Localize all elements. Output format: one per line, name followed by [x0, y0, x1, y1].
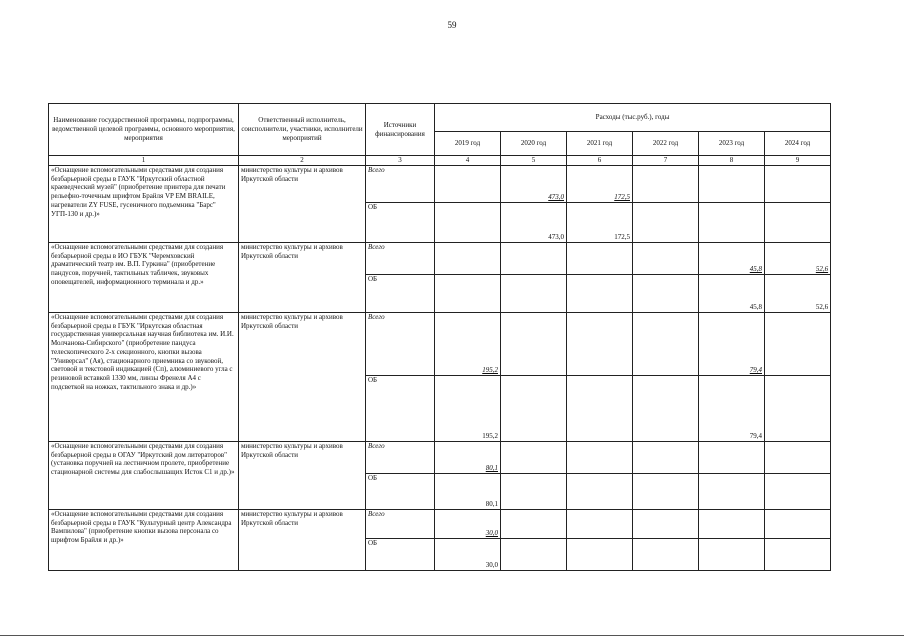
table-body: [49, 165, 831, 570]
source-ob-label: ОБ: [366, 202, 435, 242]
ob-value: [501, 473, 567, 509]
source-ob-label: ОБ: [366, 473, 435, 509]
column-number: 8: [699, 156, 765, 166]
ob-value: [567, 375, 633, 441]
row-executor: министерство культуры и архивов Иркутской области: [239, 509, 366, 570]
total-value: [633, 441, 699, 473]
column-number: 9: [765, 156, 831, 166]
ob-value: [765, 473, 831, 509]
total-value: [501, 441, 567, 473]
total-value: [501, 242, 567, 274]
total-value: [567, 441, 633, 473]
source-ob-label: ОБ: [366, 538, 435, 570]
total-value: 79,4: [699, 312, 765, 375]
source-total-label: Всего: [366, 509, 435, 538]
total-value: [765, 165, 831, 202]
ob-value: [765, 538, 831, 570]
row-description: «Оснащение вспомогательными средствами для создания безбарьерной среды в ОГАУ "Иркутский дом литераторов" (установка поручней на лестничном пролете, приобретение стационарной системы для слабослышащих Исток С1 и др.)»: [49, 441, 239, 509]
total-value: [567, 509, 633, 538]
ob-value: [765, 202, 831, 242]
ob-value: [633, 473, 699, 509]
row-executor: министерство культуры и архивов Иркутской области: [239, 312, 366, 441]
total-value: [633, 509, 699, 538]
column-number: 7: [633, 156, 699, 166]
header-year: 2021 год: [567, 132, 633, 156]
header-year: 2022 год: [633, 132, 699, 156]
ob-value: [567, 473, 633, 509]
source-ob-label: ОБ: [366, 375, 435, 441]
table-header: [49, 104, 831, 166]
total-value: [567, 242, 633, 274]
ob-value: [699, 202, 765, 242]
header-year: 2023 год: [699, 132, 765, 156]
ob-value: 79,4: [699, 375, 765, 441]
total-value: 45,8: [699, 242, 765, 274]
ob-value: [435, 274, 501, 312]
ob-value: [699, 538, 765, 570]
total-value: [633, 165, 699, 202]
ob-value: [633, 274, 699, 312]
total-value: 80,1: [435, 441, 501, 473]
column-number: 6: [567, 156, 633, 166]
source-total-label: Всего: [366, 441, 435, 473]
total-value: [633, 312, 699, 375]
total-value: [435, 242, 501, 274]
table-row: [49, 312, 831, 375]
row-description: «Оснащение вспомогательными средствами для создания безбарьерной среды в ГАУК "Иркутский областной краеведческий музей" (приобретение принтера для печати рельефно-точечным шрифтом Брайля VP EM BRAILE, нагреватели ZY FUSE, гусеничного подъемника "Барс" УГП-130 и др.)»: [49, 165, 239, 242]
ob-value: [567, 274, 633, 312]
row-description: «Оснащение вспомогательными средствами для создания безбарьерной среды в ИО ГБУК "Черемховский драматический театр им. В.П. Гуркина" (приобретение пандусов, поручней, тактильных табличек, звуковых оповещателей, информационного терминала и др.»: [49, 242, 239, 312]
total-value: [501, 509, 567, 538]
row-executor: министерство культуры и архивов Иркутской области: [239, 441, 366, 509]
page-edge-rule: [0, 635, 904, 636]
ob-value: [501, 274, 567, 312]
ob-value: 30,0: [435, 538, 501, 570]
total-value: 172,5: [567, 165, 633, 202]
ob-value: [435, 202, 501, 242]
table-row: [49, 509, 831, 538]
ob-value: 45,8: [699, 274, 765, 312]
total-value: 52,6: [765, 242, 831, 274]
ob-value: [699, 473, 765, 509]
ob-value: 195,2: [435, 375, 501, 441]
budget-table: [48, 103, 831, 571]
total-value: 195,2: [435, 312, 501, 375]
row-executor: министерство культуры и архивов Иркутской области: [239, 165, 366, 242]
header-name: Наименование государственной программы, подпрограммы, ведомственной целевой программы, основного мероприятия, мероприятия: [49, 104, 239, 156]
total-value: [699, 165, 765, 202]
ob-value: [501, 538, 567, 570]
source-total-label: Всего: [366, 312, 435, 375]
total-value: [501, 312, 567, 375]
header-source: Источники финансирования: [366, 104, 435, 156]
page-number: 59: [447, 20, 457, 30]
ob-value: [501, 375, 567, 441]
header-expenses: Расходы (тыс.руб.), годы: [435, 104, 831, 132]
total-value: 473,0: [501, 165, 567, 202]
total-value: [567, 312, 633, 375]
table-row: [49, 242, 831, 274]
ob-value: 80,1: [435, 473, 501, 509]
header-year: 2024 год: [765, 132, 831, 156]
column-number: 3: [366, 156, 435, 166]
ob-value: 172,5: [567, 202, 633, 242]
total-value: [765, 509, 831, 538]
total-value: [699, 509, 765, 538]
total-value: [699, 441, 765, 473]
column-number: 4: [435, 156, 501, 166]
column-number: 1: [49, 156, 239, 166]
ob-value: [633, 538, 699, 570]
total-value: [765, 441, 831, 473]
ob-value: [567, 538, 633, 570]
ob-value: 473,0: [501, 202, 567, 242]
table-row: [49, 165, 831, 202]
column-number: 2: [239, 156, 366, 166]
row-description: «Оснащение вспомогательными средствами для создания безбарьерной среды в ГБУК "Иркутская областная государственная универсальная научная библиотека им. И.И. Молчанова-Сибирского" (приобретение пандуса телескопического 2-х секционного, кнопки вызова "Универсал" (Ая), стационарного приемника со звуковой, световой и текстовой индикацией (Сп), алюминиевого угла с резиновой вставкой 1330 мм, линзы Френеля А4 с подсветкой на ножках, тактильного знака и др.)»: [49, 312, 239, 441]
header-year: 2019 год: [435, 132, 501, 156]
source-total-label: Всего: [366, 165, 435, 202]
row-description: «Оснащение вспомогательными средствами для создания безбарьерной среды в ГАУК "Культурный центр Александра Вампилова" (приобретение кнопки вызова персонала со шрифтом Брайля и др.)»: [49, 509, 239, 570]
total-value: 30,0: [435, 509, 501, 538]
column-number: 5: [501, 156, 567, 166]
header-executor: Ответственный исполнитель, соисполнители, участники, исполнители мероприятий: [239, 104, 366, 156]
header-year: 2020 год: [501, 132, 567, 156]
source-ob-label: ОБ: [366, 274, 435, 312]
total-value: [435, 165, 501, 202]
ob-value: [633, 202, 699, 242]
table-row: [49, 441, 831, 473]
ob-value: 52,6: [765, 274, 831, 312]
total-value: [765, 312, 831, 375]
source-total-label: Всего: [366, 242, 435, 274]
ob-value: [765, 375, 831, 441]
total-value: [633, 242, 699, 274]
row-executor: министерство культуры и архивов Иркутской области: [239, 242, 366, 312]
ob-value: [633, 375, 699, 441]
